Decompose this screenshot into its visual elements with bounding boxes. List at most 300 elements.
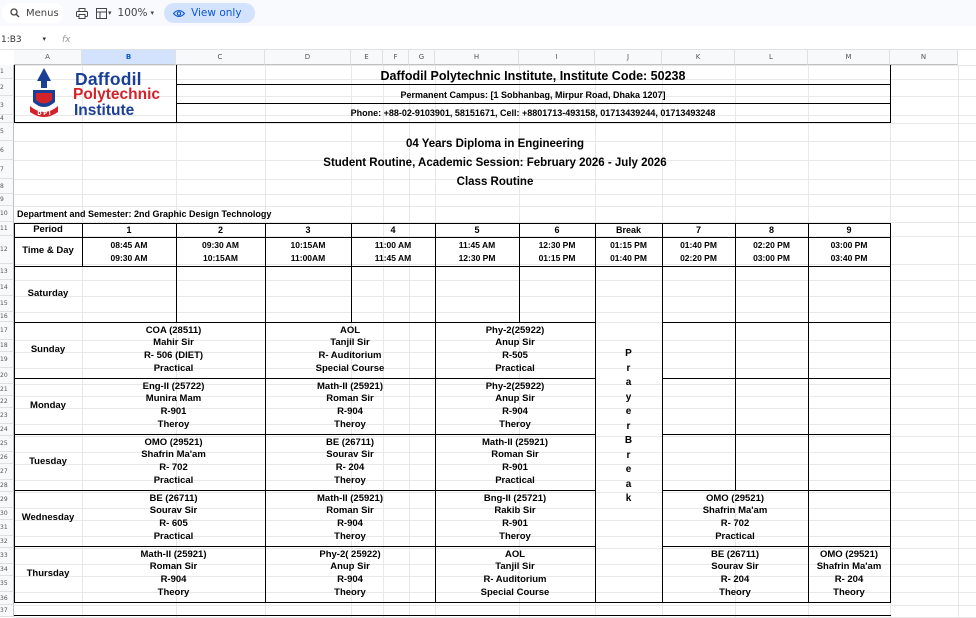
logo [28, 68, 174, 123]
class-cell-line: R-901 [160, 406, 187, 417]
class-cell-line: BE (26711) [149, 492, 198, 504]
period-number [265, 223, 351, 237]
class-cell-line: Math-II (25921) [140, 548, 207, 560]
class-routine-title: Class Routine [456, 176, 534, 188]
routine-title: Student Routine, Academic Session: February 2026 - July 2026 [323, 157, 667, 169]
class-cell-line: Theroy [334, 530, 366, 542]
period-time-line: 10:15AM [203, 252, 238, 263]
class-cell-line: OMO (29521) [819, 548, 879, 560]
period-time-line: 09:30 AM [110, 252, 148, 263]
period-number-line: 5 [474, 224, 480, 235]
class-cell-line: Mahir Sir [153, 337, 194, 349]
day-wednesday [14, 490, 82, 546]
zoom-value: 100% [117, 7, 148, 19]
logo-emblem [28, 68, 60, 120]
period-time-line: 11:00AM [290, 252, 326, 263]
class-cell [82, 378, 265, 434]
row-header[interactable]: 15 [0, 296, 14, 312]
period-time-line: 01:40 PM [680, 239, 717, 250]
row-header[interactable]: 8 [0, 179, 14, 194]
class-cell-line: Anup Sir [495, 393, 535, 405]
table-border [662, 490, 891, 491]
class-cell-line: Practical [495, 362, 535, 374]
row-header[interactable]: 21 [0, 384, 14, 396]
gridline [14, 194, 976, 195]
table-border [14, 615, 891, 616]
class-cell-line: Practical [715, 530, 755, 542]
row-header[interactable]: 3 [0, 96, 14, 115]
class-cell [435, 378, 595, 434]
day-monday [14, 378, 82, 434]
spreadsheet-grid[interactable] [0, 50, 976, 617]
class-cell [662, 490, 808, 546]
table-border [14, 434, 596, 435]
period-time-line: 10:15AM [290, 239, 326, 250]
column-header[interactable]: B [82, 50, 176, 65]
class-cell-line: COA (28511) [145, 324, 202, 336]
cell-reference: 1:B3 [1, 34, 22, 45]
class-cell-line: Shafrin Ma'am [816, 561, 882, 573]
class-cell-line: Theroy [499, 418, 531, 430]
class-cell-line: R- 204 [720, 574, 750, 585]
table-border [14, 602, 891, 603]
column-header[interactable]: L [735, 50, 808, 65]
period-number [351, 223, 435, 237]
zoom-select[interactable] [118, 7, 155, 19]
class-cell-line: Tanjil Sir [330, 337, 370, 349]
column-header[interactable]: M [808, 50, 890, 65]
table-border [519, 266, 520, 322]
class-cell-line: Theroy [334, 418, 366, 430]
period-time [519, 237, 595, 266]
period-label [14, 223, 82, 237]
row-header[interactable]: 11 [0, 222, 14, 236]
table-border [735, 223, 736, 266]
class-cell-line: Roman Sir [149, 561, 198, 573]
day-thursday-line: Thursday [26, 567, 70, 579]
class-cell [82, 490, 265, 546]
day-monday-line: Monday [30, 399, 66, 411]
table-border [808, 223, 809, 266]
class-cell-line: Theroy [157, 418, 190, 430]
period-time [808, 237, 890, 266]
day-thursday [14, 546, 82, 602]
period-number-line: 9 [846, 224, 852, 235]
class-cell-line: R-904 [502, 406, 528, 417]
day-tuesday [14, 434, 82, 490]
logo-badge-text: D P I [37, 111, 51, 117]
class-cell-line: Math-II (25921) [317, 380, 383, 392]
period-time-line: 12:30 PM [538, 239, 576, 250]
period-number [735, 223, 808, 237]
table-border [435, 223, 436, 266]
chevron-down-icon: ▾ [42, 34, 46, 43]
day-saturday [14, 266, 82, 322]
period-number-line: 1 [126, 224, 132, 235]
table-border [808, 546, 809, 602]
table-border [808, 490, 809, 546]
row-header[interactable]: 23 [0, 408, 14, 424]
table-border [176, 266, 177, 322]
prayer-break-line: e [625, 464, 632, 475]
class-cell-line: Roman Sir [491, 449, 539, 461]
prayer-break-line: r [626, 362, 631, 374]
class-cell-line: Sourav Sir [149, 505, 198, 517]
prayer-break [595, 266, 662, 602]
prayer-break-line: B [624, 435, 633, 446]
row-header[interactable]: 6 [0, 141, 14, 160]
class-cell-line: Sourav Sir [711, 561, 759, 573]
class-cell-line: Phy-2(25922) [485, 380, 545, 392]
row-header[interactable]: 33 [0, 548, 14, 564]
row-header[interactable]: 31 [0, 520, 14, 536]
period-number-line: 2 [217, 224, 223, 235]
period-time [735, 237, 808, 266]
menus-button[interactable] [2, 3, 64, 23]
row-header[interactable]: 37 [0, 605, 14, 617]
class-cell-line: Tanjil Sir [495, 561, 535, 573]
table-border [735, 266, 736, 490]
table-border [662, 322, 891, 323]
formula-bar [0, 30, 976, 50]
period-time-line: 11:45 AM [374, 252, 412, 263]
day-saturday-line: Saturday [27, 287, 69, 299]
fx-icon: fx [62, 34, 71, 45]
column-header[interactable]: D [265, 50, 351, 65]
period-time-line: 03:00 PM [830, 239, 868, 250]
class-cell-line: Practical [153, 474, 194, 486]
table-border [14, 490, 596, 491]
column-header[interactable]: E [351, 50, 383, 65]
class-cell-line: Practical [495, 474, 535, 486]
row-header[interactable]: 35 [0, 576, 14, 592]
gridline [14, 605, 976, 606]
period-number [176, 223, 265, 237]
table-border [176, 103, 891, 104]
class-cell [435, 490, 595, 546]
period-time-line: 11:00 AM [374, 239, 412, 250]
class-cell [265, 378, 435, 434]
period-number [519, 223, 595, 237]
row-header[interactable]: 12 [0, 236, 14, 264]
day-sunday [14, 322, 82, 378]
period-time-line: 09:30 AM [201, 239, 239, 250]
class-cell-line: R-901 [502, 518, 528, 529]
class-cell-line: R- 204 [335, 462, 365, 473]
row-header[interactable]: 1 [0, 65, 14, 79]
prayer-break-line: a [625, 377, 632, 388]
column-header[interactable]: G [409, 50, 435, 65]
diploma-title: 04 Years Diploma in Engineering [405, 138, 585, 150]
class-cell-line: R- Auditorium [318, 350, 382, 361]
row-header[interactable]: 17 [0, 322, 14, 340]
class-cell-line: OMO (29521) [705, 492, 765, 504]
column-header[interactable]: K [662, 50, 735, 65]
class-cell [662, 546, 808, 602]
row-header[interactable]: 24 [0, 424, 14, 436]
class-cell-line: Anup Sir [495, 337, 535, 349]
class-cell-line: BE (26711) [710, 548, 760, 560]
row-header[interactable]: 19 [0, 352, 14, 368]
campus-address: Permanent Campus: [1 Sobhanbag, Mirpur Road, Dhaka 1207] [400, 90, 666, 100]
class-cell [265, 546, 435, 602]
table-border [662, 546, 891, 547]
table-border [435, 322, 436, 602]
class-cell-line: AOL [339, 324, 361, 336]
class-cell-line: Theory [719, 586, 751, 598]
period-time-line: 08:45 AM [110, 239, 148, 250]
column-header[interactable]: I [519, 50, 595, 65]
class-cell-line: Sourav Sir [326, 449, 374, 461]
row-header[interactable]: 36 [0, 592, 14, 605]
row-header[interactable]: 22 [0, 396, 14, 408]
class-cell-line: OMO (29521) [144, 436, 203, 448]
table-border [14, 122, 891, 123]
class-cell-line: Theory [334, 586, 366, 598]
class-cell-line: R- 605 [159, 518, 188, 529]
prayer-break-line: y [625, 391, 632, 403]
row-header[interactable]: 7 [0, 160, 14, 179]
day-sunday-line: Sunday [30, 343, 66, 355]
prayer-break-line: a [625, 478, 632, 490]
class-cell [435, 322, 595, 378]
class-cell [82, 434, 265, 490]
class-cell-line: Math-II (25921) [317, 492, 383, 504]
class-cell-line: Theory [157, 586, 190, 598]
table-border [662, 223, 663, 603]
table-border [176, 84, 891, 85]
class-cell-line: R- 506 (DIET) [143, 350, 204, 361]
period-time [435, 237, 519, 266]
gridline [14, 123, 976, 124]
table-border [14, 378, 596, 379]
chevron-down-icon[interactable]: ▾ [108, 9, 112, 17]
period-number-line: 7 [695, 224, 701, 235]
row-header[interactable]: 30 [0, 508, 14, 520]
class-cell [265, 322, 435, 378]
gridline [14, 296, 976, 297]
class-cell-line: R-904 [337, 574, 363, 585]
period-number [808, 223, 890, 237]
table-border [14, 237, 891, 238]
gridline [14, 206, 976, 207]
class-cell [82, 546, 265, 602]
chevron-down-icon: ▾ [150, 9, 155, 17]
gridline [14, 280, 976, 281]
period-label-line: Period [33, 223, 63, 235]
class-cell-line: R-904 [337, 518, 363, 529]
class-cell-line: Shafrin Ma'am [141, 449, 206, 461]
row-header[interactable]: 5 [0, 123, 14, 141]
period-time-line: 12:30 PM [458, 252, 496, 263]
class-cell-line: R-901 [502, 462, 528, 473]
class-cell [82, 322, 265, 378]
class-cell-line: Phy-2(25922) [485, 324, 545, 336]
period-time-line: 01:15 PM [538, 252, 576, 263]
phone-numbers: Phone: +88-02-9103901, 58151671, Cell: +8801713-493158, 01713439244, 01713493248 [350, 108, 716, 118]
class-cell-line: Phy-2( 25922) [319, 548, 381, 560]
table-border [808, 266, 809, 490]
period-number-line: 6 [554, 224, 560, 235]
day-tuesday-line: Tuesday [29, 455, 67, 467]
class-cell [808, 546, 890, 602]
class-cell-line: Roman Sir [326, 393, 374, 405]
prayer-break-line: r [626, 420, 631, 432]
column-header[interactable]: F [383, 50, 409, 65]
class-cell-line: Munira Mam [145, 393, 202, 405]
department-semester: Department and Semester: 2nd Graphic Design Technology [17, 209, 272, 219]
class-cell-line: Shafrin Ma'am [702, 505, 768, 517]
prayer-break-line: r [626, 449, 631, 461]
table-border [519, 223, 520, 266]
class-cell-line: Practical [153, 362, 194, 374]
class-cell-line: BE (26711) [325, 436, 375, 448]
period-time [662, 237, 735, 266]
period-time [595, 237, 662, 266]
menus-label: Menus [26, 7, 59, 19]
class-cell-line: Eng-II (25722) [142, 380, 205, 392]
view-only-label: View only [191, 7, 242, 19]
row-header[interactable]: 16 [0, 312, 14, 322]
class-cell-line: Rakib Sir [494, 505, 536, 517]
period-time [82, 237, 176, 266]
class-cell-line: R- 702 [159, 462, 188, 473]
class-cell-line: Special Course [480, 586, 550, 598]
column-header[interactable]: H [435, 50, 519, 65]
class-cell-line: Special Course [315, 362, 385, 374]
table-border [890, 223, 891, 603]
row-header[interactable]: 4 [0, 115, 14, 123]
period-number [435, 223, 519, 237]
table-border [176, 223, 177, 266]
class-cell-line: R- 702 [720, 518, 750, 529]
logo-line-1: Daffodil [75, 69, 142, 89]
logo-line-3: Institute [74, 102, 135, 119]
table-border [14, 223, 15, 603]
paint-format-icon[interactable] [96, 3, 107, 23]
row-header[interactable]: 25 [0, 436, 14, 452]
class-cell-line: Anup Sir [330, 561, 370, 573]
class-cell-line: Math-II (25921) [482, 436, 548, 448]
table-border [14, 65, 15, 122]
period-time [351, 237, 435, 266]
toolbar [0, 0, 976, 26]
institute-title: Daffodil Polytechnic Institute, Institute Code: 50238 [380, 69, 686, 83]
row-header[interactable]: 13 [0, 264, 14, 280]
table-border [176, 65, 177, 122]
class-cell-line: Theroy [499, 530, 531, 542]
logo-line-2: Polytechnic [73, 86, 160, 103]
row-header[interactable]: 20 [0, 368, 14, 384]
period-time-line: 03:40 PM [830, 252, 868, 263]
period-number-line: 8 [768, 224, 774, 235]
class-cell-line: R-904 [337, 406, 363, 417]
table-border [14, 266, 891, 267]
class-cell-line: R- 204 [834, 574, 864, 585]
row-header[interactable]: 18 [0, 340, 14, 352]
period-number [595, 223, 662, 237]
table-border [14, 223, 891, 224]
row-header[interactable]: 27 [0, 464, 14, 480]
prayer-break-line: e [625, 406, 632, 417]
period-time-line: 01:40 PM [610, 252, 647, 263]
period-number [662, 223, 735, 237]
class-cell [265, 434, 435, 490]
search-icon [10, 8, 20, 18]
class-cell [265, 490, 435, 546]
row-header[interactable]: 32 [0, 536, 14, 548]
class-cell-line: Theory [833, 586, 865, 598]
class-cell [435, 546, 595, 602]
class-cell-line: Roman Sir [326, 505, 374, 517]
column-header[interactable]: J [595, 50, 662, 65]
gridline [14, 65, 976, 66]
period-time [176, 237, 265, 266]
table-border [351, 266, 352, 322]
column-header[interactable]: A [14, 50, 82, 65]
prayer-break-line: P [625, 348, 632, 359]
row-header[interactable]: 26 [0, 452, 14, 464]
table-border [351, 223, 352, 266]
print-icon[interactable] [76, 3, 88, 23]
class-cell-line: AOL [504, 548, 526, 560]
prayer-break-line: k [625, 493, 632, 504]
period-time-line: 02:20 PM [753, 239, 790, 250]
table-border [82, 223, 83, 266]
view-only-button[interactable] [164, 3, 254, 23]
row-header[interactable]: 14 [0, 280, 14, 296]
column-header[interactable]: C [176, 50, 265, 65]
table-border [435, 266, 436, 322]
class-cell-line: Theroy [334, 474, 366, 486]
row-header[interactable]: 10 [0, 206, 14, 222]
row-header[interactable]: 29 [0, 492, 14, 508]
class-cell-line: R- Auditorium [483, 574, 547, 585]
row-header[interactable]: 2 [0, 79, 14, 96]
name-box[interactable] [0, 35, 50, 45]
period-number-line: 3 [305, 224, 311, 235]
row-header[interactable]: 34 [0, 564, 14, 576]
table-border [14, 546, 596, 547]
period-time-line: 03:00 PM [753, 252, 790, 263]
period-number-line: 4 [390, 224, 396, 235]
row-header[interactable]: 28 [0, 480, 14, 492]
time-day-label-line: Time & Day [22, 245, 74, 257]
table-border [595, 223, 596, 603]
table-border [890, 65, 891, 122]
column-header[interactable]: N [890, 50, 958, 65]
period-number [82, 223, 176, 237]
table-border [265, 266, 266, 322]
class-cell [435, 434, 595, 490]
period-time [265, 237, 351, 266]
period-number-line: Break [615, 224, 642, 235]
gridline [14, 312, 976, 313]
period-time-line: 01:15 PM [610, 239, 647, 250]
time-day-label [14, 237, 82, 266]
table-border [662, 378, 891, 379]
period-time-line: 11:45 AM [458, 239, 496, 250]
table-border [265, 322, 266, 602]
class-cell-line: Bng-II (25721) [483, 492, 547, 504]
class-cell-line: Practical [153, 530, 194, 542]
day-wednesday-line: Wednesday [21, 511, 75, 523]
table-border [265, 223, 266, 266]
row-header[interactable]: 9 [0, 194, 14, 206]
class-cell-line: R-904 [160, 574, 187, 585]
period-time-line: 02:20 PM [680, 252, 717, 263]
class-cell-line: R-505 [502, 350, 528, 361]
